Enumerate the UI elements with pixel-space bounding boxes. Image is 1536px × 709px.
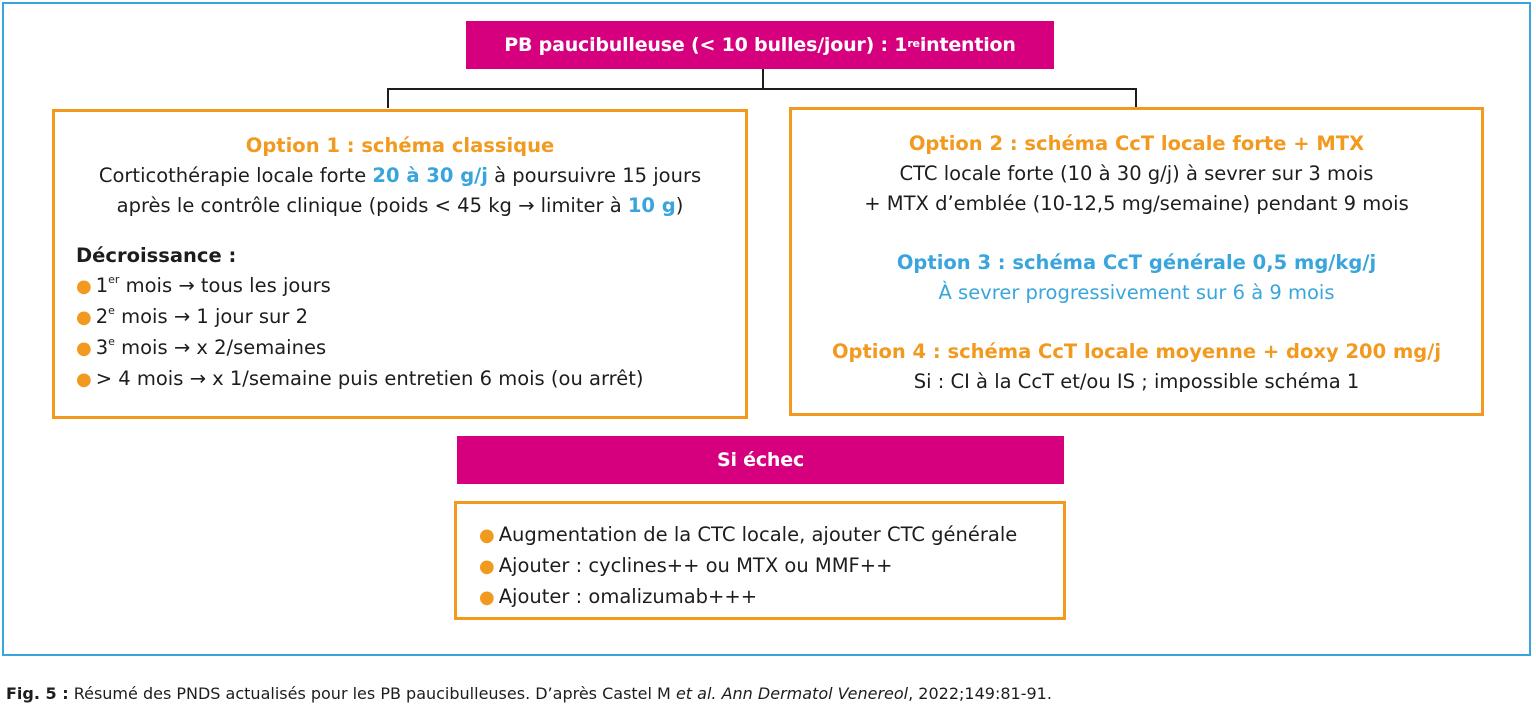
options-2-4-box [789,107,1484,416]
echec-header-box [457,436,1064,484]
bullet-text: Ajouter : cyclines++ ou MTX ou MMF++ [498,554,893,577]
header-sup: re [907,36,920,50]
option4-title: Option 4 : schéma CcT locale moyenne + doxy 200 mg/j [831,340,1442,363]
bullet-text: mois → x 2/semaines [114,336,327,359]
bullet-dot-icon: ● [76,338,92,359]
bullet-pre: 3 [95,336,109,359]
figure-caption [6,684,1052,703]
option1-line2-a: après le contrôle clinique (poids < 45 kg → limiter à [116,194,628,217]
option1-dose-highlight: 20 à 30 g/j [372,164,488,187]
bullet-sup: e [108,303,115,317]
option1-bullet-2 [76,302,745,333]
echec-bullet-1 [479,520,1063,551]
echec-bullet-3 [479,582,1063,613]
bullet-dot-icon: ● [76,276,92,297]
option1-bullet-1 [76,271,745,302]
header-text: PB paucibulleuse (< 10 bulles/jour) : 1 [504,34,908,56]
header-box [466,21,1054,69]
bullet-dot-icon: ● [76,369,92,390]
option1-line1-b: à poursuivre 15 jours [487,164,702,187]
option1-line2-b: ) [675,194,684,217]
connector-right-drop [1135,88,1137,108]
bullet-sup: e [108,334,115,348]
caption-etal: et al. [675,684,717,703]
option2-line2: + MTX d’emblée (10-12,5 mg/semaine) pendant 9 mois [864,192,1409,215]
option3-line1: À sevrer progressivement sur 6 à 9 mois [938,281,1335,304]
bullet-pre: > 4 mois → x 1/semaine puis entretien 6 mois (ou arrêt) [95,367,644,390]
bullet-dot-icon: ● [479,587,495,608]
bullet-sup: er [108,272,120,286]
connector-vertical-top [762,69,764,89]
option1-line1-a: Corticothérapie locale forte [98,164,373,187]
caption-fig-label: Fig. 5 : [6,684,69,703]
option1-limit-highlight: 10 g [627,194,676,217]
option2-line1: CTC locale forte (10 à 30 g/j) à sevrer sur 3 mois [899,162,1374,185]
connector-horizontal [387,88,1137,90]
decroissance-label: Décroissance : [76,244,237,267]
bullet-pre: 1 [95,274,109,297]
option4-line1: Si : CI à la CcT et/ou IS ; impossible schéma 1 [913,370,1360,393]
bullet-text: mois → tous les jours [119,274,331,297]
option1-title: Option 1 : schéma classique [245,134,555,157]
bullet-dot-icon: ● [479,525,495,546]
bullet-dot-icon: ● [479,556,495,577]
option1-bullet-3 [76,333,745,364]
option2-title: Option 2 : schéma CcT locale forte + MTX [908,132,1365,155]
echec-bullet-2 [479,551,1063,582]
bullet-pre: 2 [95,305,109,328]
echec-box [454,501,1066,620]
connector-left-drop [387,88,389,108]
bullet-dot-icon: ● [76,307,92,328]
header-suffix: intention [919,34,1016,56]
caption-text-2: , 2022;149:81-91. [908,684,1052,703]
option3-title: Option 3 : schéma CcT générale 0,5 mg/kg/j [896,251,1377,274]
option1-bullet-4 [76,364,745,395]
caption-journal: Ann Dermatol Venereol [721,684,909,703]
option1-box [52,109,748,419]
bullet-text: Augmentation de la CTC locale, ajouter CTC générale [498,523,1018,546]
echec-title: Si échec [716,449,805,471]
caption-text-1: Résumé des PNDS actualisés pour les PB paucibulleuses. D’après Castel M [68,684,676,703]
bullet-text: Ajouter : omalizumab+++ [498,585,758,608]
option1-line1 [55,161,745,191]
bullet-text: mois → 1 jour sur 2 [114,305,309,328]
option1-line2 [55,191,745,221]
